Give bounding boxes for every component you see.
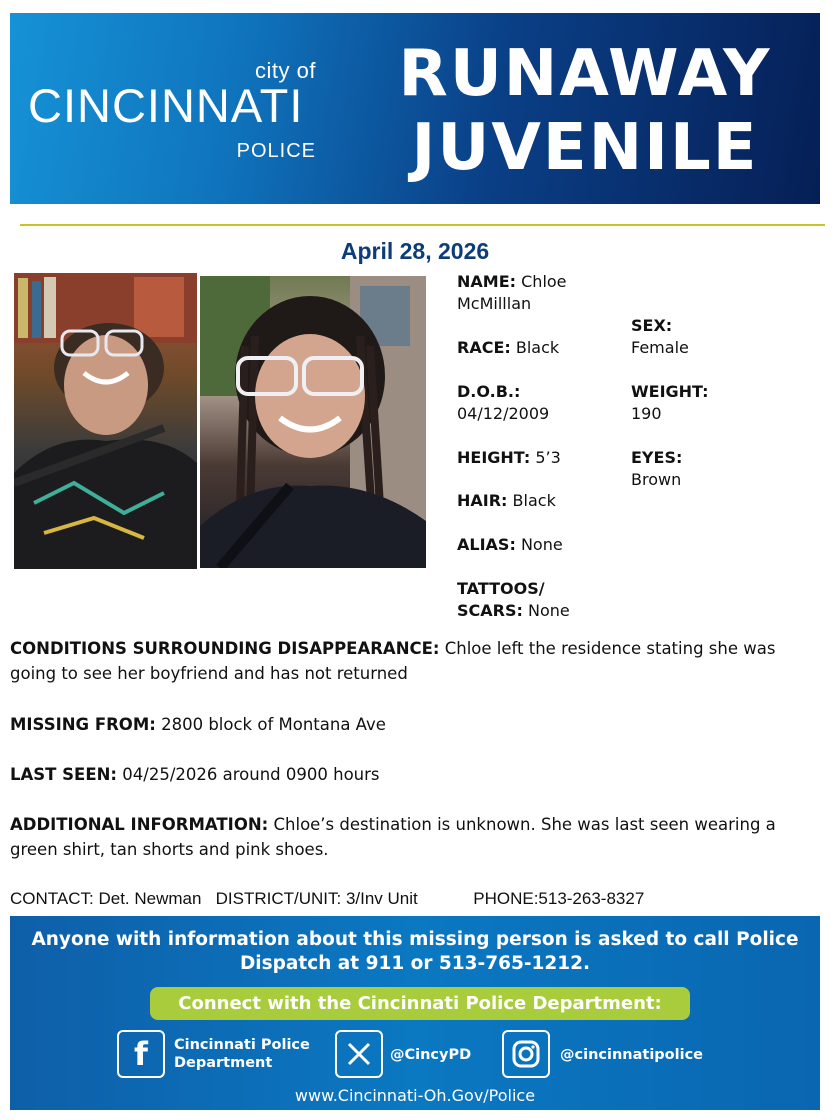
field-weight-value: 190 bbox=[631, 404, 662, 423]
field-height-value: 5’3 bbox=[535, 448, 561, 467]
field-hair-value: Black bbox=[512, 491, 556, 510]
field-tattoos-value: None bbox=[527, 601, 570, 620]
x-handle[interactable]: @CincyPD bbox=[390, 1047, 472, 1063]
facebook-label-line-1: Cincinnati Police bbox=[174, 1037, 310, 1053]
logo-city-of: city of bbox=[255, 58, 316, 83]
field-alias bbox=[457, 534, 627, 556]
poster-date: April 28, 2026 bbox=[340, 238, 490, 264]
last-seen-paragraph bbox=[10, 762, 825, 787]
field-weight-label: WEIGHT: bbox=[631, 382, 709, 401]
photo-1-illustration bbox=[14, 273, 197, 569]
field-name-value: Chloe McMilllan bbox=[457, 272, 567, 313]
field-height-label: HEIGHT: bbox=[457, 448, 531, 467]
field-hair bbox=[457, 490, 627, 512]
field-sex bbox=[631, 315, 811, 359]
field-hair-label: HAIR: bbox=[457, 491, 508, 510]
call-line-2: Dispatch at 911 or 513-765-1212. bbox=[239, 953, 591, 974]
field-name bbox=[457, 271, 617, 315]
contact-line bbox=[10, 889, 644, 909]
field-name-label: NAME: bbox=[457, 272, 517, 291]
x-icon[interactable] bbox=[335, 1030, 383, 1078]
field-dob bbox=[457, 381, 627, 425]
additional-info-paragraph bbox=[10, 812, 825, 862]
field-alias-value: None bbox=[520, 535, 563, 554]
missing-from-paragraph bbox=[10, 712, 825, 737]
facebook-label-line-2: Department bbox=[174, 1055, 273, 1071]
field-sex-value: Female bbox=[631, 338, 689, 357]
missing-from-text: 2800 block of Montana Ave bbox=[161, 715, 386, 734]
photo-2 bbox=[200, 276, 426, 568]
last-seen-text: 04/25/2026 around 0900 hours bbox=[122, 765, 380, 784]
poster-headline bbox=[365, 37, 805, 185]
contact-detective: CONTACT: Det. Newman bbox=[10, 889, 202, 908]
field-weight bbox=[631, 381, 811, 425]
website-link[interactable]: www.Cincinnati-Oh.Gov/Police bbox=[294, 1086, 536, 1105]
field-race-label: RACE: bbox=[457, 338, 511, 357]
connect-pill: Connect with the Cincinnati Police Department: bbox=[150, 987, 690, 1020]
field-eyes-label: EYES: bbox=[631, 448, 683, 467]
field-tattoos-label-2: SCARS: bbox=[457, 601, 523, 620]
footer-banner bbox=[10, 916, 820, 1110]
call-dispatch-message bbox=[10, 928, 820, 976]
divider-rule bbox=[20, 224, 825, 226]
field-race-value: Black bbox=[515, 338, 560, 357]
logo-department: POLICE bbox=[236, 140, 316, 162]
call-line-1: Anyone with information about this missing person is asked to call Police bbox=[31, 929, 799, 950]
missing-from-label: MISSING FROM: bbox=[10, 715, 156, 734]
field-race bbox=[457, 337, 627, 359]
contact-phone: PHONE:513-263-8327 bbox=[473, 889, 645, 908]
field-tattoos bbox=[457, 578, 657, 622]
last-seen-label: LAST SEEN: bbox=[10, 765, 118, 784]
field-height bbox=[457, 447, 627, 469]
conditions-label: CONDITIONS SURROUNDING DISAPPEARANCE: bbox=[10, 639, 440, 658]
field-tattoos-label-1: TATTOOS/ bbox=[457, 579, 545, 598]
field-eyes bbox=[631, 447, 811, 491]
field-dob-value: 04/12/2009 bbox=[457, 404, 550, 423]
facebook-label[interactable] bbox=[174, 1036, 310, 1072]
instagram-icon[interactable] bbox=[502, 1030, 550, 1078]
field-dob-label: D.O.B.: bbox=[457, 382, 521, 401]
headline-line-2: JUVENILE bbox=[411, 111, 759, 185]
additional-label: ADDITIONAL INFORMATION: bbox=[10, 815, 269, 834]
x-glyph bbox=[345, 1040, 373, 1068]
additional-text: Chloe’s destination is unknown. She was last seen wearing a green shirt, tan shorts and pink shoes. bbox=[10, 815, 776, 859]
conditions-paragraph bbox=[10, 636, 825, 686]
logo-city-name: CINCINNATI bbox=[28, 79, 304, 132]
field-eyes-value: Brown bbox=[631, 470, 682, 489]
instagram-handle[interactable]: @cincinnatipolice bbox=[560, 1047, 703, 1063]
photo-1 bbox=[14, 273, 197, 569]
conditions-text: Chloe left the residence stating she was going to see her boyfriend and has not returned bbox=[10, 639, 776, 683]
field-sex-label: SEX: bbox=[631, 316, 673, 335]
header-banner bbox=[10, 13, 820, 204]
headline-line-1: RUNAWAY bbox=[398, 37, 772, 111]
photo-2-illustration bbox=[200, 276, 426, 568]
contact-district: DISTRICT/UNIT: 3/Inv Unit bbox=[215, 889, 418, 908]
facebook-icon[interactable]: f bbox=[117, 1030, 165, 1078]
instagram-glyph bbox=[511, 1039, 541, 1069]
field-alias-label: ALIAS: bbox=[457, 535, 516, 554]
